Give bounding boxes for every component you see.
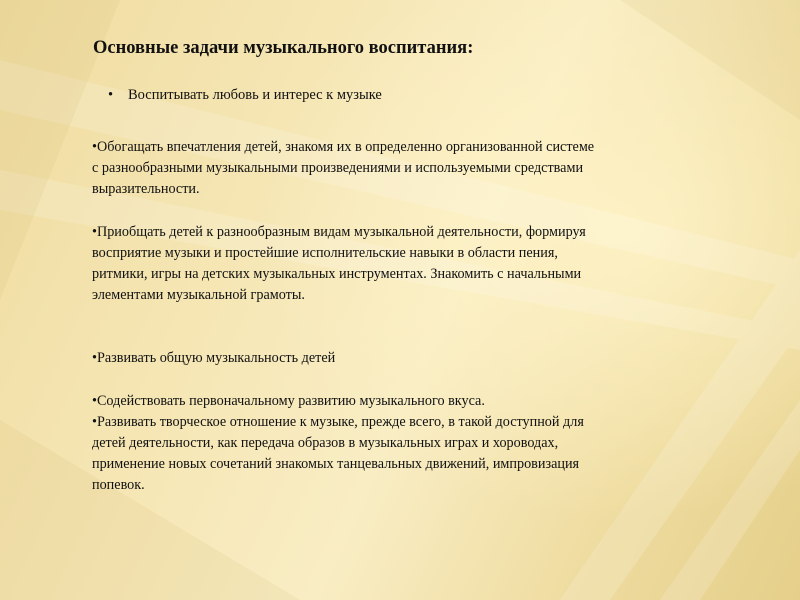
slide-title: Основные задачи музыкального воспитания:	[93, 38, 474, 58]
bullet-marker: •	[108, 87, 114, 103]
paragraph-taste: •Содействовать первоначальному развитию музыкального вкуса.	[92, 393, 485, 409]
paragraph-creative: •Развивать творческое отношение к музыке, прежде всего, в такой доступной для детей деятельности, как передача образов в музыкальных играх и хороводах, применение новых сочетаний знакомых танцевальных движений, импровизация попевок.	[92, 414, 584, 493]
bullet-item	[108, 87, 382, 104]
paragraph-enrich: •Обогащать впечатления детей, знакомя их в определенно организованной системе с разнообразными музыкальными произведениями и используемыми средствами выразительности.	[92, 139, 595, 197]
paragraph-introduce: •Приобщать детей к разнообразным видам музыкальной деятельности, формируя восприятие музыки и простейшие исполнительские навыки в области пения, ритмики, игры на детских музыкальных инструментах. Знакомить с начальными элементами музыкальной грамоты.	[92, 224, 586, 303]
bullet-text: Воспитывать любовь и интерес к музыке	[128, 87, 382, 103]
paragraph-develop: •Развивать общую музыкальность детей	[92, 350, 336, 366]
